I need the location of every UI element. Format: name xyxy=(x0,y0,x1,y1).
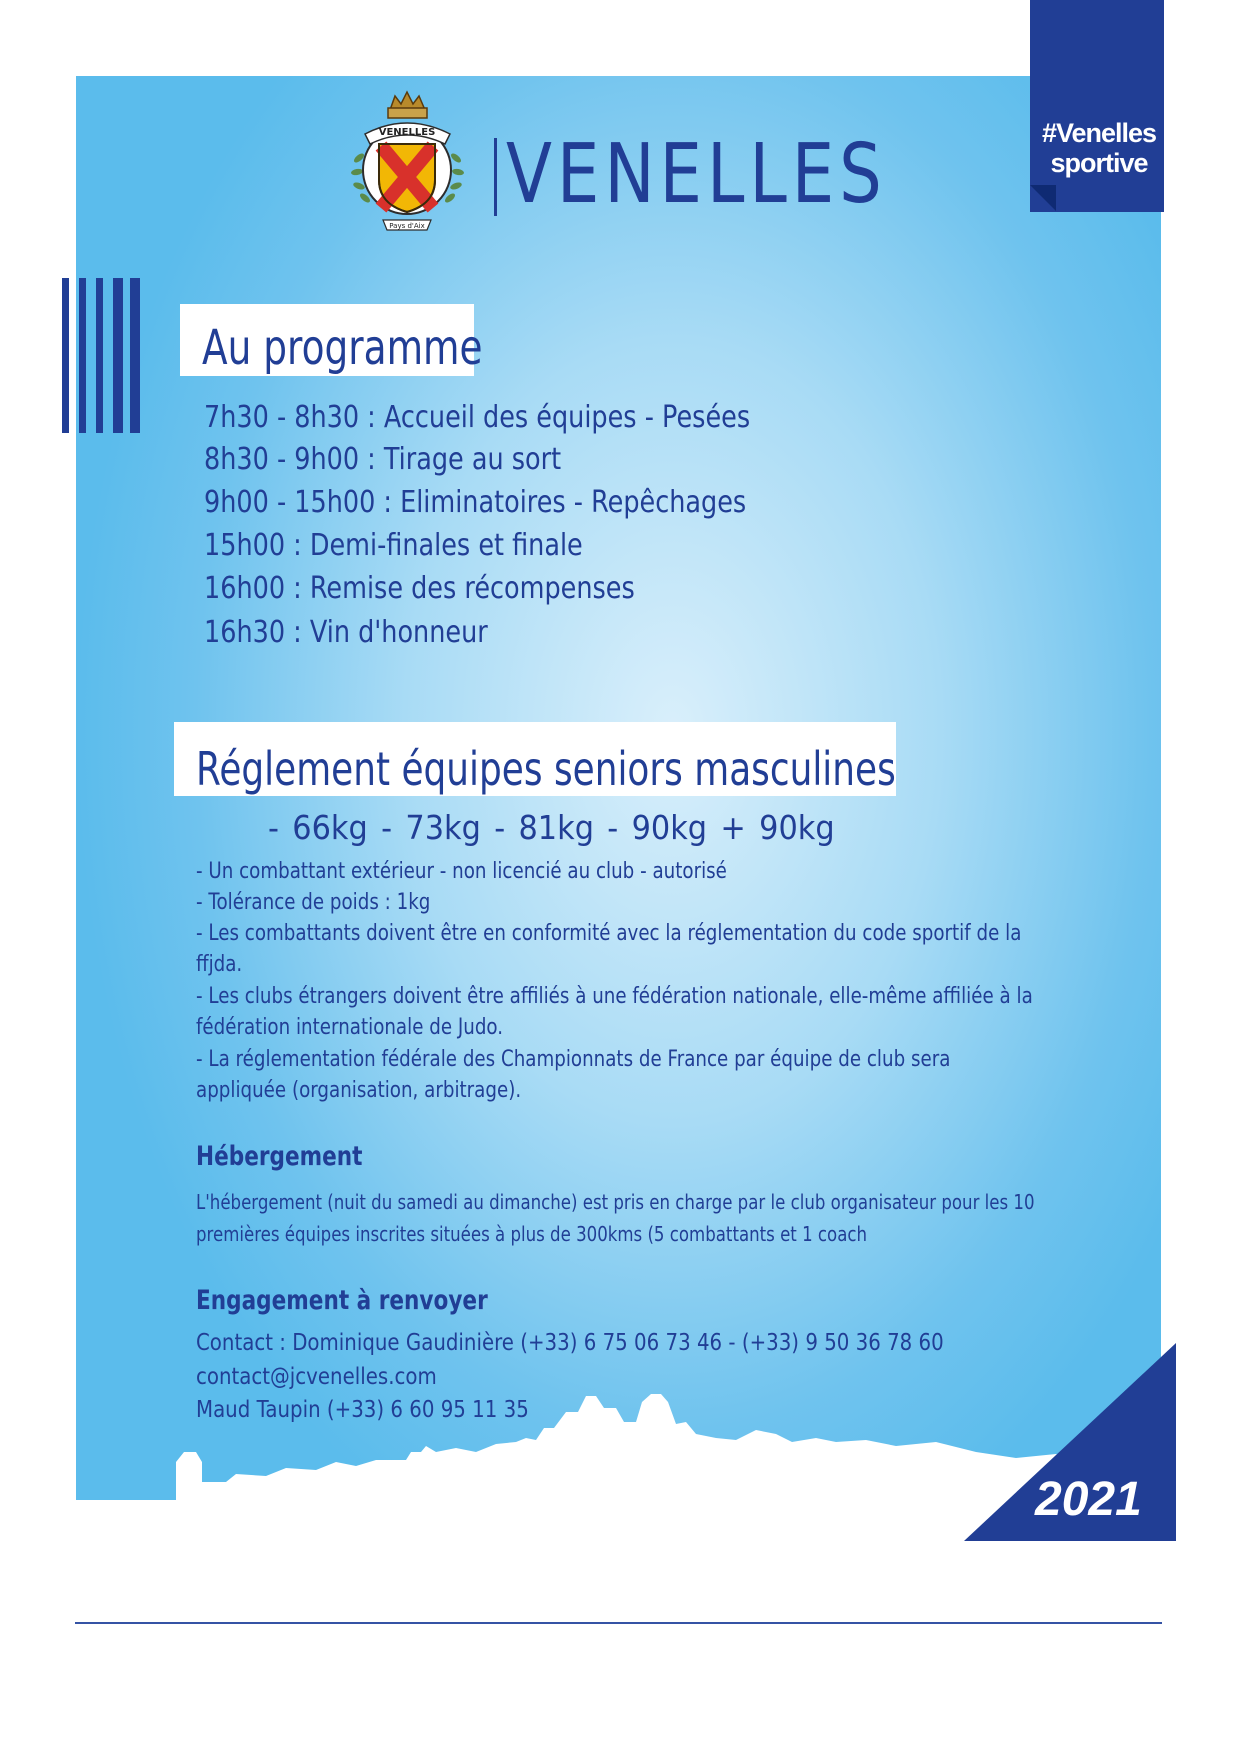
contact-line: Contact : Dominique Gaudinière (+33) 6 75 06 73 46 - (+33) 9 50 36 78 60 xyxy=(196,1330,944,1356)
rule-line: - La réglementation fédérale des Championnats de France par équipe de club sera xyxy=(196,1047,951,1072)
programme-item: 9h00 - 15h00 : Eliminatoires - Repêchages xyxy=(204,485,747,520)
hebergement-line: L'hébergement (nuit du samedi au dimanche) est pris en charge par le club organisateur pour les 10 xyxy=(196,1190,1035,1214)
programme-item: 8h30 - 9h00 : Tirage au sort xyxy=(204,442,562,477)
rule-line: - Un combattant extérieur - non licencié au club - autorisé xyxy=(196,859,727,884)
programme-item: 16h30 : Vin d'honneur xyxy=(204,615,488,650)
programme-item: 15h00 : Demi-finales et finale xyxy=(204,528,583,563)
hashtag-line2: sportive xyxy=(1050,148,1148,178)
hashtag-tag xyxy=(1030,0,1164,212)
rule-line: appliquée (organisation, arbitrage). xyxy=(196,1078,522,1103)
programme-item: 7h30 - 8h30 : Accueil des équipes - Pesées xyxy=(204,400,751,435)
hashtag-line1: #Venelles xyxy=(1041,118,1157,148)
contact-email[interactable]: contact@jcvenelles.com xyxy=(196,1364,437,1390)
hebergement-line: premières équipes inscrites situées à plus de 300kms (5 combattants et 1 coach xyxy=(196,1222,868,1246)
rule-line: - Les combattants doivent être en conformité avec la réglementation du code sportif de la xyxy=(196,921,1022,946)
engagement-title: Engagement à renvoyer xyxy=(196,1285,488,1316)
reglement-title: Réglement équipes seniors masculines xyxy=(196,742,896,796)
brand-name: VENELLES xyxy=(506,127,887,222)
weight-categories: - 66kg - 73kg - 81kg - 90kg + 90kg xyxy=(268,808,835,847)
year-label: 2021 xyxy=(1035,1473,1142,1526)
rule-line: - Tolérance de poids : 1kg xyxy=(196,890,431,915)
programme-title: Au programme xyxy=(202,320,483,376)
rule-line: fédération internationale de Judo. xyxy=(196,1015,504,1040)
venelles-crest-logo xyxy=(345,88,470,243)
contact-line: Maud Taupin (+33) 6 60 95 11 35 xyxy=(196,1397,529,1423)
programme-item: 16h00 : Remise des récompenses xyxy=(204,571,635,606)
crest-banner-text: VENELLES xyxy=(378,127,436,138)
hashtag-text xyxy=(1040,118,1158,178)
brand-separator xyxy=(494,138,497,216)
hebergement-title: Hébergement xyxy=(196,1141,363,1172)
footer-divider xyxy=(75,1622,1162,1624)
tag-fold xyxy=(1030,185,1056,211)
rule-line: - Les clubs étrangers doivent être affiliés à une fédération nationale, elle-même affiliée à la xyxy=(196,984,1033,1009)
rule-line: ffjda. xyxy=(196,952,243,977)
crest-ribbon-text: Pays d'Aix xyxy=(389,222,425,230)
